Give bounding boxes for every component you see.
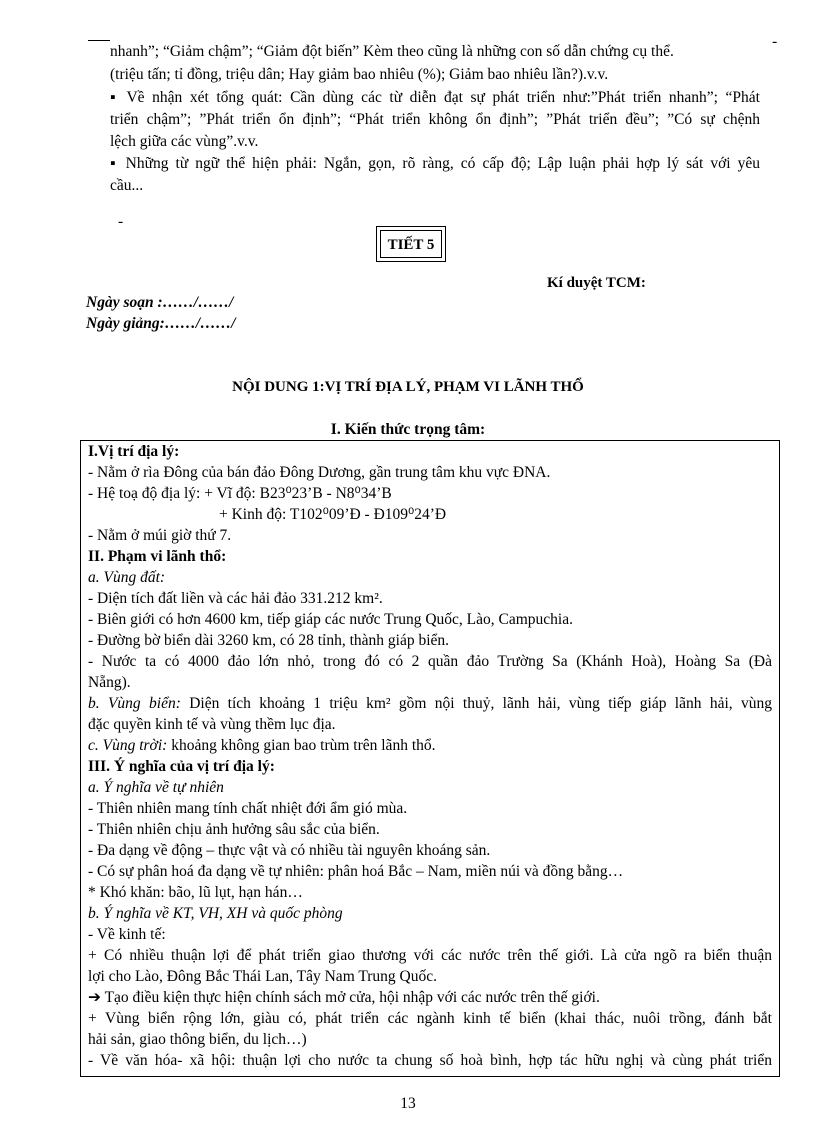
subheading-sky: c. Vùng trời: — [88, 737, 168, 754]
list-item: - Đa dạng về động – thực vật và có nhiều tài nguyên khoáng sản. — [88, 842, 491, 859]
top-left-rule — [88, 40, 110, 41]
list-item: + Vùng biển rộng lớn, giàu có, phát triển các ngành kinh tế biển (khai thác, nuôi trồng, đánh bắt — [88, 1010, 772, 1027]
heading-territory: II. Phạm vi lãnh thổ: — [88, 548, 227, 565]
list-item: đặc quyền kinh tế và vùng thềm lục địa. — [88, 716, 336, 733]
sky-paragraph — [88, 735, 436, 756]
subheading-economy: b. Ý nghĩa về KT, VH, XH và quốc phòng — [88, 905, 343, 922]
list-item: ➔ Tạo điều kiện thực hiện chính sách mở cửa, hội nhập với các nước trên thế giới. — [88, 989, 600, 1006]
list-item: - Về kinh tế: — [88, 926, 166, 943]
intro-line-1: nhanh”; “Giảm chậm”; “Giảm đột biến” Kèm theo cũng là những con số dẫn chứng cụ thể. — [110, 43, 674, 60]
list-item: + Kinh độ: T102⁰09’Đ - Đ109⁰24’Đ — [219, 506, 447, 523]
page-number: 13 — [400, 1095, 416, 1112]
content-box — [80, 440, 780, 1077]
intro-line-4: triển chậm”; ”Phát triển ổn định”; “Phát triển không ổn định”; ”Phát triển đều”; ”Có sự chệnh — [110, 111, 760, 128]
list-item: hải sản, giao thông biển, du lịch…) — [88, 1031, 307, 1048]
sea-paragraph — [88, 693, 772, 714]
list-item: - Có sự phân hoá đa dạng về tự nhiên: phân hoá Bắc – Nam, miền núi và đồng bằng… — [88, 863, 624, 880]
list-item: * Khó khăn: bão, lũ lụt, hạn hán… — [88, 884, 303, 901]
list-item: - Thiên nhiên chịu ảnh hưởng sâu sắc của biển. — [88, 821, 380, 838]
intro-line-6: ▪ Những từ ngữ thể hiện phải: Ngắn, gọn, rõ ràng, có cấp độ; Lập luận phải hợp lý sát với yêu — [110, 155, 760, 172]
list-item: + Có nhiều thuận lợi để phát triển giao thương với các nước trên thế giới. Là cửa ngõ ra biển thuận — [88, 947, 772, 964]
date-prepared: Ngày soạn :……/……/ — [86, 294, 234, 311]
list-item: - Về văn hóa- xã hội: thuận lợi cho nước ta chung số hoà bình, hợp tác hữu nghị và cùng phát triển — [88, 1052, 772, 1069]
date-taught: Ngày giảng:……/……/ — [86, 315, 236, 332]
list-item: - Hệ toạ độ địa lý: + Vĩ độ: B23⁰23’B - N8⁰34’B — [88, 485, 392, 502]
list-item: - Nằm ở rìa Đông của bán đảo Đông Dương, gần trung tâm khu vực ĐNA. — [88, 464, 551, 481]
list-item: - Nước ta có 4000 đảo lớn nhỏ, trong đó có 2 quần đảo Trường Sa (Khánh Hoà), Hoàng Sa (Đà — [88, 653, 772, 670]
lesson-label: TIẾT 5 — [380, 230, 442, 258]
list-item: - Diện tích đất liền và các hải đảo 331.212 km². — [88, 590, 383, 607]
subheading-nature: a. Ý nghĩa về tự nhiên — [88, 779, 224, 796]
list-item: - Thiên nhiên mang tính chất nhiệt đới ẩm gió mùa. — [88, 800, 408, 817]
section-subtitle: I. Kiến thức trọng tâm: — [330, 421, 486, 438]
intro-line-5: lệch giữa các vùng”.v.v. — [110, 133, 259, 150]
list-item: - Nằm ở múi giờ thứ 7. — [88, 527, 232, 544]
list-item: Nẵng). — [88, 674, 131, 691]
subheading-land: a. Vùng đất: — [88, 569, 166, 586]
stray-dash: - — [118, 213, 124, 230]
intro-line-3: ▪ Về nhận xét tổng quát: Cần dùng các từ diễn đạt sự phát triển như:”Phát triển nhanh”; “Phát — [110, 89, 760, 106]
list-item: lợi cho Lào, Đông Bắc Thái Lan, Tây Nam Trung Quốc. — [88, 968, 437, 985]
intro-line-2: (triệu tấn; tỉ đồng, triệu dân; Hay giảm bao nhiêu (%); Giảm bao nhiêu lần?).v.v. — [110, 66, 609, 83]
list-item: - Biên giới có hơn 4600 km, tiếp giáp các nước Trung Quốc, Lào, Campuchia. — [88, 611, 573, 628]
intro-line-7: cầu... — [110, 177, 144, 194]
heading-significance: III. Ý nghĩa của vị trí địa lý: — [88, 758, 275, 775]
list-item: - Đường bờ biển dài 3260 km, có 28 tỉnh, thành giáp biển. — [88, 632, 450, 649]
heading-location: I.Vị trí địa lý: — [88, 443, 180, 460]
sky-text: khoảng không gian bao trùm trên lãnh thổ. — [167, 737, 436, 754]
section-title: NỘI DUNG 1:VỊ TRÍ ĐỊA LÝ, PHẠM VI LÃNH THỔ — [232, 379, 584, 395]
lesson-box — [376, 226, 446, 262]
subheading-sea: b. Vùng biển: — [88, 695, 181, 712]
corner-mark: - — [772, 33, 778, 50]
approval-label: Kí duyệt TCM: — [547, 275, 646, 291]
sea-text: Diện tích khoảng 1 triệu km² gồm nội thuỷ, lãnh hải, vùng tiếp giáp lãnh hải, vùng — [180, 695, 772, 712]
